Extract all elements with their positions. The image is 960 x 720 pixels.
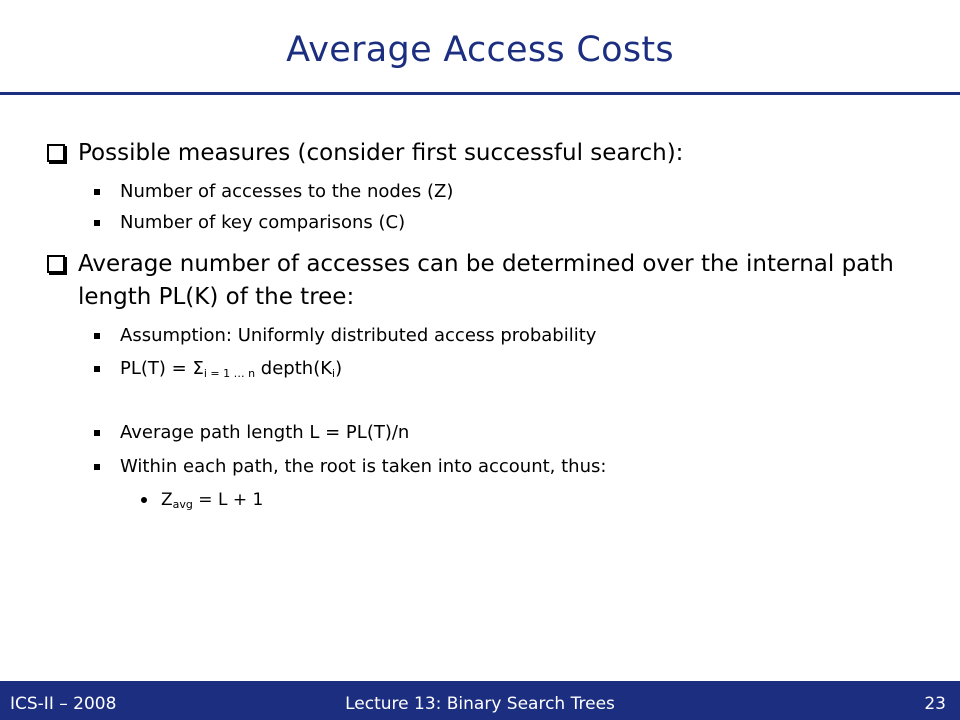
footer-lecture: Lecture 13: Binary Search Trees	[345, 694, 615, 714]
sub-bullet-comparisons	[94, 212, 405, 234]
small-square-bullet-icon	[94, 464, 100, 470]
sigma-symbol: Σ	[192, 358, 204, 379]
square-bullet-icon	[47, 255, 65, 273]
bullet-text: Possible measures (consider first successful search):	[78, 140, 684, 166]
small-square-bullet-icon	[94, 220, 100, 226]
sub-sub-bullet-zavg	[141, 489, 263, 516]
sub-bullet-accesses	[94, 181, 453, 203]
sub-bullet-root	[94, 456, 606, 478]
footer-page-number: 23	[924, 694, 946, 714]
sub-bullet-average-path	[94, 422, 409, 444]
title-divider	[0, 92, 960, 95]
dot-bullet-icon	[141, 497, 147, 503]
depth-close: )	[335, 358, 343, 379]
footer-course: ICS-II – 2008	[10, 694, 117, 714]
small-square-bullet-icon	[94, 430, 100, 436]
small-square-bullet-icon	[94, 189, 100, 195]
sub-bullet-assumption	[94, 325, 596, 347]
depth-func: depth(K	[260, 358, 333, 379]
sub-bullet-text: Average path length L = PL(T)/n	[120, 422, 410, 443]
z-base: Z	[161, 490, 173, 510]
zavg-formula	[161, 489, 263, 516]
sum-range: i = 1 … n	[203, 367, 256, 380]
z-rest: = L + 1	[192, 490, 264, 510]
z-sub: avg	[172, 498, 193, 511]
small-square-bullet-icon	[94, 333, 100, 339]
sub-bullet-pl-formula	[94, 358, 342, 385]
sub-bullet-text: Assumption: Uniformly distributed access probability	[120, 325, 597, 346]
sub-bullet-text: Within each path, the root is taken into account, thus:	[120, 456, 607, 477]
depth-index: i	[332, 367, 336, 380]
bullet-possible-measures	[47, 137, 907, 170]
pl-label: PL(T) =	[120, 358, 193, 379]
sub-bullet-text: Number of key comparisons (C)	[120, 212, 406, 233]
slide-title: Average Access Costs	[286, 30, 674, 70]
pl-formula	[120, 358, 342, 385]
bullet-average-accesses	[47, 248, 907, 314]
square-bullet-icon	[47, 144, 65, 162]
small-square-bullet-icon	[94, 366, 100, 372]
sub-bullet-text: Number of accesses to the nodes (Z)	[120, 181, 454, 202]
footer-bar	[0, 681, 960, 720]
bullet-text: Average number of accesses can be determined over the internal path length PL(K) of the tree:	[78, 251, 894, 310]
